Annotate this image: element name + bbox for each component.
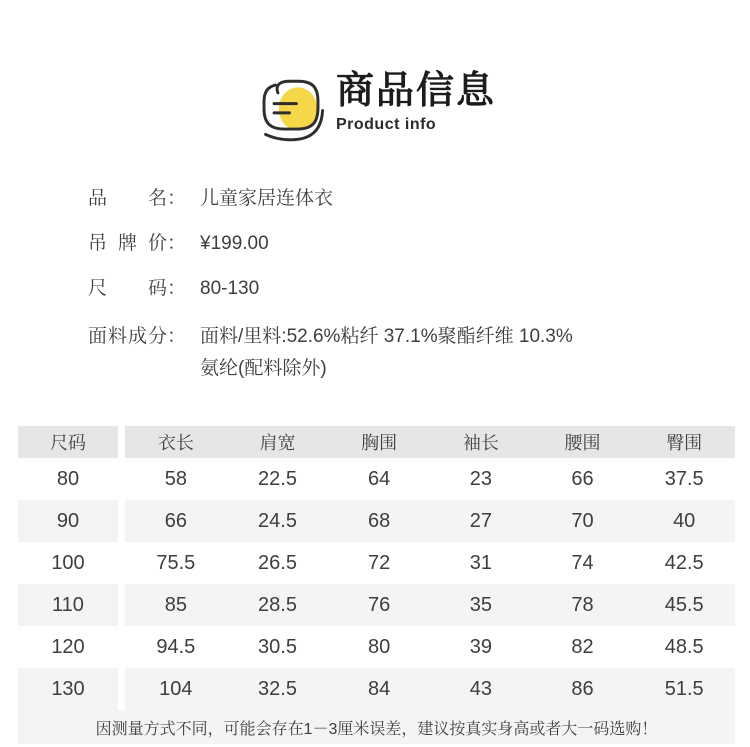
size-cell: 72: [368, 551, 391, 574]
size-cell: 23: [469, 467, 492, 490]
header-cells: [125, 426, 735, 458]
info-colon: ：: [167, 233, 187, 254]
size-cells: [125, 542, 735, 584]
size-row-80: [0, 458, 750, 500]
size-cell: 94.5: [156, 635, 196, 658]
column-gap: [118, 626, 125, 668]
column-gap: [118, 542, 125, 584]
column-gap: [118, 584, 125, 626]
size-cell: 120: [51, 635, 85, 658]
size-cells: [125, 584, 735, 626]
info-label: 面料成分: [88, 326, 167, 347]
size-cell: 100: [51, 551, 85, 574]
size-row-110: [0, 584, 750, 626]
size-cells: [125, 626, 735, 668]
header-cell: 胸围: [361, 433, 398, 453]
size-cell: 40: [673, 509, 696, 532]
size-row-120: [0, 626, 750, 668]
size-row-130: [0, 668, 750, 710]
header-cell: 腰围: [564, 433, 601, 453]
size-chart: [0, 426, 750, 744]
size-cell: 64: [368, 467, 391, 490]
size-cell: 80: [56, 467, 80, 490]
size-cell: 76: [368, 593, 391, 616]
size-cell: 66: [164, 509, 187, 532]
header-cell: 臀围: [666, 433, 703, 453]
size-cell: 68: [368, 509, 391, 532]
size-cell: 78: [571, 593, 594, 616]
size-cell: 31: [469, 551, 492, 574]
size-cell: 35: [469, 593, 492, 616]
size-cell: 43: [469, 677, 492, 700]
size-cell: 32.5: [258, 677, 297, 700]
tag-price-value: ¥199.00: [200, 233, 269, 254]
size-cell: 80: [368, 635, 391, 658]
size-cell: 86: [571, 677, 594, 700]
size-cell: 74: [571, 551, 594, 574]
size-cell: 42.5: [664, 551, 704, 574]
size-cell: 39: [469, 635, 492, 658]
info-colon: ：: [167, 326, 187, 347]
size-row-100: [0, 542, 750, 584]
info-row-price: [88, 231, 750, 257]
info-row-size: [88, 276, 750, 302]
size-cell: 24.5: [258, 509, 297, 532]
info-label: 尺码: [88, 278, 167, 299]
info-label: 吊牌价: [88, 233, 167, 254]
info-colon: ：: [167, 188, 187, 209]
page-subtitle: Product info: [335, 116, 437, 133]
size-cell: 84: [368, 677, 391, 700]
size-cell: 66: [571, 467, 594, 490]
size-cell: 45.5: [664, 593, 704, 616]
fabric-composition-value: [200, 321, 573, 385]
product-info-section: [0, 186, 750, 385]
info-row-name: [88, 186, 750, 212]
column-gap: [118, 458, 125, 500]
header-cell: 袖长: [462, 433, 499, 453]
size-cell: 104: [159, 677, 193, 700]
size-cell: 26.5: [258, 551, 297, 574]
column-gap: [118, 426, 125, 458]
size-cell: 110: [18, 584, 118, 626]
size-cell: 22.5: [258, 467, 297, 490]
product-name-value: 儿童家居连体衣: [200, 188, 334, 209]
size-cell: 27: [469, 509, 492, 532]
size-cell: 130: [18, 668, 118, 710]
size-cell: 28.5: [258, 593, 297, 616]
fabric-line: 氨纶(配料除外): [200, 358, 327, 379]
size-cell: 82: [571, 635, 594, 658]
column-gap: [118, 500, 125, 542]
info-colon: ：: [167, 278, 187, 299]
header-titles: [336, 70, 496, 134]
size-chart-header-row: [0, 426, 750, 458]
page-header: [0, 0, 750, 146]
size-cell: 58: [164, 467, 187, 490]
size-cell: 30.5: [258, 635, 297, 658]
size-cell: 75.5: [156, 551, 196, 574]
doodle-document-icon: [254, 72, 328, 146]
size-cells: [125, 500, 735, 542]
header-cell: 肩宽: [259, 433, 296, 453]
fabric-line: 面料/里料:52.6%粘纤 37.1%聚酯纤维 10.3%: [200, 326, 573, 347]
size-cell: 70: [571, 509, 594, 532]
size-cell: 51.5: [664, 677, 704, 700]
info-row-fabric: [88, 321, 750, 385]
measurement-note-text: 因测量方式不同，可能会存在1－3厘米误差，建议按真实身高或者大一码选购！: [95, 720, 658, 738]
header-cell: 尺码: [18, 426, 118, 458]
size-cells: [125, 458, 735, 500]
column-gap: [118, 668, 125, 710]
page-title: 商品信息: [335, 70, 496, 112]
size-cell: 48.5: [664, 635, 704, 658]
size-cell: 37.5: [664, 467, 704, 490]
header-cell: 衣长: [157, 433, 194, 453]
measurement-note: [18, 710, 735, 744]
info-label: 品名: [88, 188, 167, 209]
size-row-90: [0, 500, 750, 542]
size-cell: 85: [164, 593, 187, 616]
size-range-value: 80-130: [200, 278, 260, 299]
size-cell: 90: [18, 500, 118, 542]
size-cells: [125, 668, 735, 710]
